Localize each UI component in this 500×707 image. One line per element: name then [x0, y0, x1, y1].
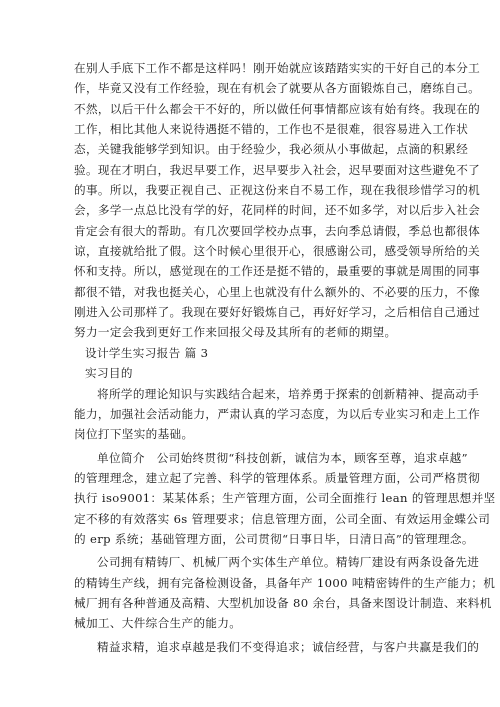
section-title: 设计学生实习报告 篇 3	[85, 345, 209, 360]
text-line: 公司拥有精铸厂、机械厂两个实体生产单位。精铸厂建设有两条设备先进	[97, 555, 480, 570]
paragraph-production-units	[74, 552, 496, 633]
document-page	[74, 58, 496, 657]
text-line: 能力，加强社会活动能力，严肃认真的学习态度，为以后专业实习和走上工作	[74, 406, 481, 421]
text-line: 会，多学一点总比没有学的好，花同样的时间，还不如多学，对以后步入社会	[74, 203, 481, 218]
text-line: 的 erp 系统；基础管理方面，公司贯彻“日事日毕，日清日高”的管理理念。	[74, 531, 474, 546]
text-line: 执行 iso9001：某某体系；生产管理方面，公司全面推行 lean 的管理思想并坚	[74, 491, 496, 506]
text-line: 的精铸生产线，拥有完备检测设备，具备年产 1000 吨精密铸件的生产能力；机	[74, 575, 496, 590]
text-line: 的管理理念，建立起了完善、科学的管理体系。质量管理方面，公司严格贯彻	[74, 470, 481, 485]
paragraph-company-intro	[74, 448, 496, 550]
text-line: 械加工、大件综合生产的能力。	[74, 616, 242, 631]
text-line: 械厂拥有各种普通及高精、大型机加设备 80 余台，具备来图设计制造、来料机	[74, 595, 492, 610]
paragraph-company-values	[74, 637, 480, 657]
text-line: 不然，以后干什么都会干不好的，所以做任何事情都应该有始有终。我现在的	[74, 101, 481, 116]
text-line: 刚进入公司那样了。我现在要好好锻炼自己，再好好学习，之后相信自己通过	[74, 305, 481, 320]
text-line: 验。现在才明白，我迟早要工作，迟早要步入社会，迟早要面对这些避免不了	[74, 162, 481, 177]
text-line: 谅，直接就给批了假。这个时候心里很开心，很感谢公司，感受领导所给的关	[74, 244, 481, 259]
text-line: 定不移的有效落实 6s 管理要求；信息管理方面，公司全面、有效运用金蝶公司	[74, 511, 491, 526]
text-line: 怀和支持。所以，感觉现在的工作还是挺不错的，最重要的事就是周围的同事	[74, 264, 481, 279]
text-line: 岗位打下坚实的基础。	[74, 427, 194, 442]
paragraph-work-experience	[74, 58, 481, 343]
text-line: 精益求精，追求卓越是我们不变得追求；诚信经营，与客户共赢是我们的	[97, 639, 480, 654]
text-line: 单位简介 公司始终贯彻“科技创新，诚信为本，顾客至尊，追求卓越”	[97, 450, 468, 465]
text-line: 作，毕竟又没有工作经验，现在有机会了就要从各方面锻炼自己，磨练自己。	[74, 81, 481, 96]
text-line: 努力一定会我到更好工作来回报父母及其所有的老师的期望。	[74, 325, 397, 340]
text-line: 在别人手底下工作不都是这样吗！刚开始就应该踏踏实实的干好自己的本分工	[74, 61, 481, 75]
subsection-title: 实习目的	[85, 366, 133, 381]
text-line: 的事。所以，我要正视自己、正视这份来自不易工作，现在我很珍惜学习的机	[74, 183, 481, 198]
text-line: 态，关键我能够学到知识。由于经验少，我必须从小事做起，点滴的积累经	[74, 142, 469, 157]
text-line: 肯定会有很大的帮助。有几次要回学校办点事，去向季总请假，季总也都很体	[74, 223, 481, 238]
text-line: 将所学的理论知识与实践结合起来，培养勇于探索的创新精神、提高动手	[97, 386, 480, 401]
paragraph-internship-purpose	[74, 384, 481, 445]
text-line: 工作，相比其他人来说待遇挺不错的，工作也不是很难，很容易进入工作状	[74, 122, 469, 137]
text-line: 都很不错，对我也挺关心，心里上也就没有什么额外的、不必要的压力，不像	[74, 284, 481, 299]
